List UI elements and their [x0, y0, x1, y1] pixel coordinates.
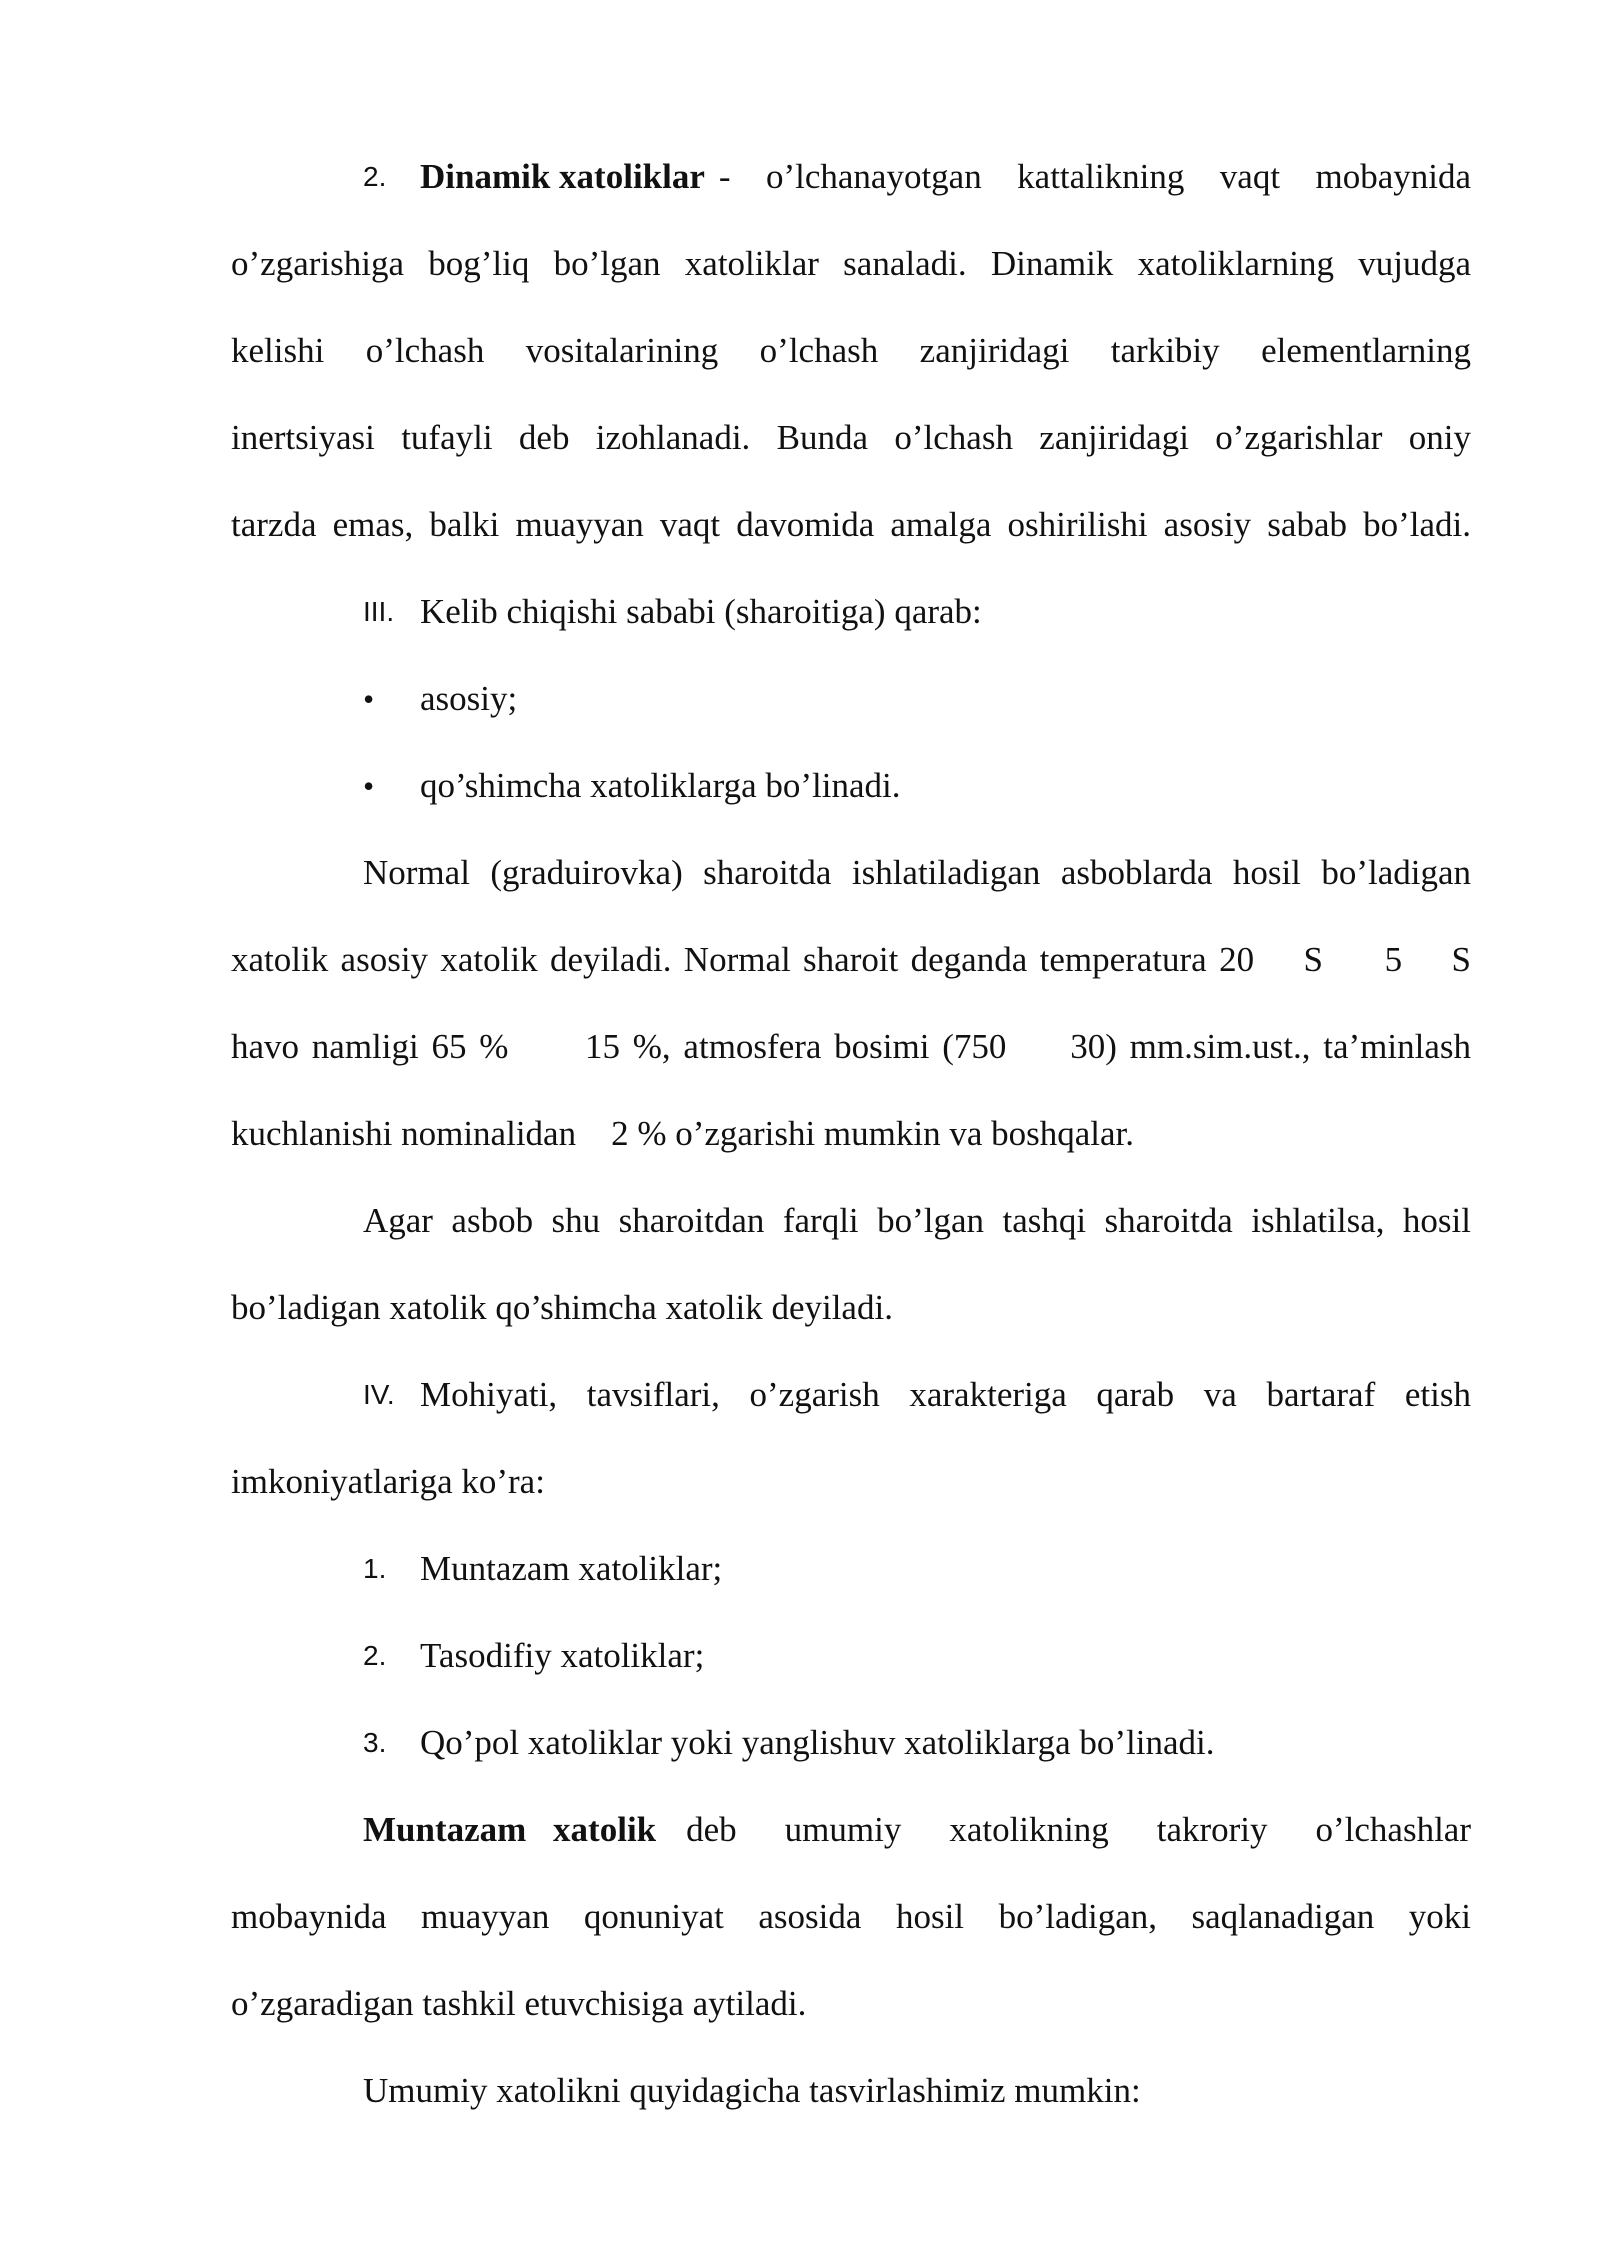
p2-line1: Normal (graduirovka) sharoitda ishlatiladigan asboblarda hosil bo’ladigan: [363, 853, 1471, 892]
section-iv-line1: Mohiyati, tavsiflari, o’zgarish xarakteriga qarab va bartaraf etish: [420, 1375, 1471, 1414]
p2-line4: kuchlanishi nominalidan 2 % o’zgarishi mumkin va boshqalar.: [231, 1114, 1135, 1153]
p1-line1: [420, 148, 1471, 206]
p4-line1: [363, 1801, 1471, 1859]
list-marker-1: 1.: [363, 1553, 387, 1584]
section-iii-heading: Kelib chiqishi sababi (sharoitiga) qarab:: [420, 592, 982, 631]
p3-line1: Agar asbob shu sharoitdan farqli bo’lgan tashqi sharoitda ishlatilsa, hosil: [363, 1201, 1471, 1240]
term-muntazam-xatolik: Muntazam xatolik: [363, 1810, 657, 1849]
section-iv-line2: imkoniyatlariga ko’ra:: [231, 1462, 545, 1501]
bullet-marker: •: [363, 681, 375, 717]
bullet-marker: •: [363, 768, 375, 804]
p1-line5: tarzda emas, balki muayyan vaqt davomida amalga oshirilishi asosiy sabab bo’ladi.: [231, 505, 1471, 544]
numbered-item-qopol: Qo’pol xatoliklar yoki yanglishuv xatoliklarga bo’linadi.: [420, 1723, 1215, 1762]
p1-line2: o’zgarishiga bog’liq bo’lgan xatoliklar sanaladi. Dinamik xatoliklarning vujudga: [231, 244, 1471, 283]
bullet-item-qoshimcha: qo’shimcha xatoliklarga bo’linadi.: [420, 766, 901, 805]
list-marker-2: 2.: [363, 1640, 387, 1671]
numbered-item-muntazam: Muntazam xatoliklar;: [420, 1549, 723, 1588]
p1-line4: inertsiyasi tufayli deb izohlanadi. Bunda o’lchash zanjiridagi o’zgarishlar oniy: [231, 418, 1471, 457]
list-marker-2: 2.: [363, 161, 387, 192]
p1-line1-text: - o’lchanayotgan kattalikning vaqt mobaynida: [718, 157, 1471, 196]
p4-line2: mobaynida muayyan qonuniyat asosida hosil bo’ladigan, saqlanadigan yoki: [231, 1897, 1471, 1936]
p4-line1-text: deb umumiy xatolikning takroriy o’lchashlar: [686, 1810, 1471, 1849]
p5-line1: Umumiy xatolikni quyidagicha tasvirlashimiz mumkin:: [363, 2071, 1141, 2110]
term-dinamik-xatoliklar: Dinamik xatoliklar: [420, 157, 705, 196]
section-marker-iv: IV.: [363, 1379, 395, 1410]
p2-line3: havo namligi 65 % 15 %, atmosfera bosimi (750 30) mm.sim.ust., ta’minlash: [231, 1027, 1471, 1066]
section-marker-iii: III.: [363, 596, 395, 627]
p3-line2: bo’ladigan xatolik qo’shimcha xatolik deyiladi.: [231, 1288, 893, 1327]
p1-line3: kelishi o’lchash vositalarining o’lchash zanjiridagi tarkibiy elementlarning: [231, 331, 1471, 370]
bullet-item-asosiy: asosiy;: [420, 679, 518, 718]
p2-line2: xatolik asosiy xatolik deyiladi. Normal sharoit deganda temperatura 20 S 5 S: [231, 940, 1471, 979]
list-marker-3: 3.: [363, 1727, 387, 1758]
p4-line3: o’zgaradigan tashkil etuvchisiga aytiladi.: [231, 1984, 807, 2023]
numbered-item-tasodifiy: Tasodifiy xatoliklar;: [420, 1636, 705, 1675]
